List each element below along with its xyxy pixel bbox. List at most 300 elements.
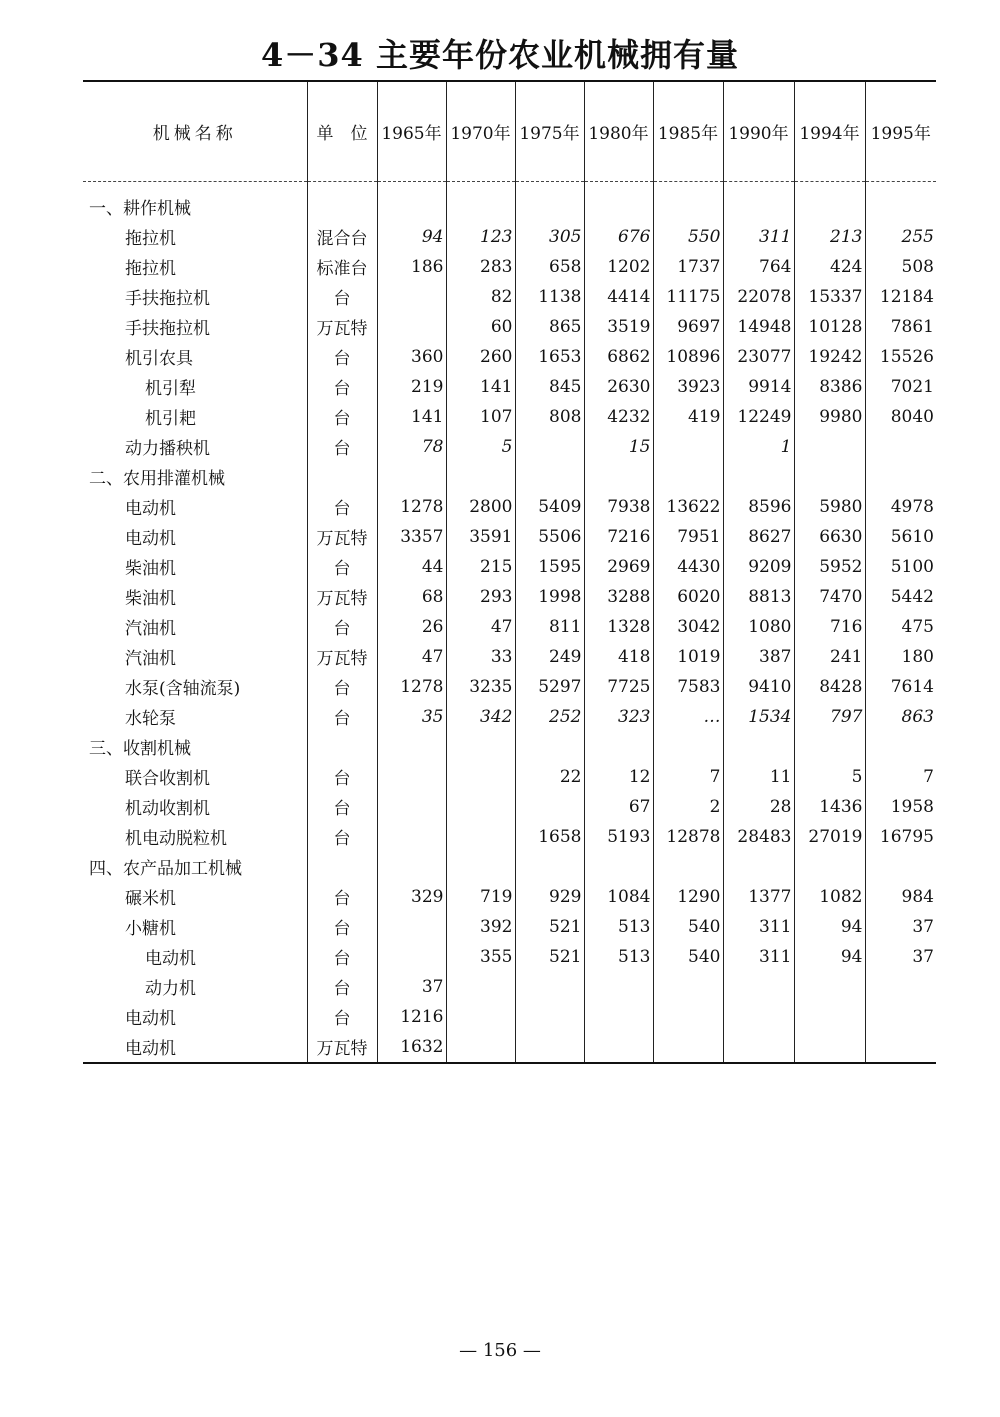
value-cell: 9980 (794, 402, 865, 432)
value-cell: 9697 (653, 312, 723, 342)
table-row (83, 912, 936, 942)
machine-name: 柴油机 (125, 589, 176, 609)
header-year-1994: 1994年 (794, 81, 865, 181)
unit-cell (307, 852, 377, 882)
value-cell: 8627 (723, 522, 794, 552)
value-cell (653, 732, 723, 762)
value-cell (723, 852, 794, 882)
table-row (83, 582, 936, 612)
table-row (83, 252, 936, 282)
table-row (83, 372, 936, 402)
value-cell (584, 181, 653, 222)
value-cell: 4978 (865, 492, 936, 522)
value-cell: 1632 (377, 1032, 446, 1063)
value-cell: 521 (515, 912, 584, 942)
value-cell: 15 (584, 432, 653, 462)
table-row (83, 822, 936, 852)
value-cell: 1019 (653, 642, 723, 672)
value-cell: 82 (446, 282, 515, 312)
value-cell (377, 852, 446, 882)
machine-name: 动力机 (145, 979, 196, 999)
value-cell: 15526 (865, 342, 936, 372)
value-cell: 7021 (865, 372, 936, 402)
value-cell: 3923 (653, 372, 723, 402)
machine-name: 电动机 (125, 529, 176, 549)
value-cell: 7 (865, 762, 936, 792)
value-cell: 7938 (584, 492, 653, 522)
value-cell (723, 1002, 794, 1032)
value-cell: 12184 (865, 282, 936, 312)
value-cell (865, 852, 936, 882)
value-cell: 5980 (794, 492, 865, 522)
value-cell: 1216 (377, 1002, 446, 1032)
value-cell: 1138 (515, 282, 584, 312)
value-cell: 419 (653, 402, 723, 432)
value-cell: 5952 (794, 552, 865, 582)
table-row (83, 942, 936, 972)
header-year-1985: 1985年 (653, 81, 723, 181)
value-cell (865, 1032, 936, 1063)
value-cell: 14948 (723, 312, 794, 342)
header-year-1980: 1980年 (584, 81, 653, 181)
unit-cell: 万瓦特 (307, 1032, 377, 1063)
unit-cell: 台 (307, 612, 377, 642)
value-cell: 252 (515, 702, 584, 732)
value-cell: 865 (515, 312, 584, 342)
value-cell: 16795 (865, 822, 936, 852)
unit-cell: 台 (307, 702, 377, 732)
value-cell (865, 462, 936, 492)
value-cell: 1436 (794, 792, 865, 822)
value-cell (723, 462, 794, 492)
machinery-table (83, 80, 936, 1064)
table-row (83, 642, 936, 672)
table-body (83, 181, 936, 1063)
value-cell (653, 432, 723, 462)
value-cell (446, 822, 515, 852)
value-cell: 550 (653, 222, 723, 252)
section-heading: 三、收割机械 (89, 739, 191, 759)
value-cell: 360 (377, 342, 446, 372)
table-row (83, 282, 936, 312)
value-cell: 6862 (584, 342, 653, 372)
unit-cell: 万瓦特 (307, 522, 377, 552)
value-cell (377, 822, 446, 852)
header-row (83, 81, 936, 181)
value-cell: 984 (865, 882, 936, 912)
value-cell (723, 181, 794, 222)
unit-cell: 万瓦特 (307, 582, 377, 612)
machine-name: 汽油机 (125, 619, 176, 639)
unit-cell: 台 (307, 492, 377, 522)
value-cell: 28483 (723, 822, 794, 852)
machine-name: 机引耙 (145, 409, 196, 429)
value-cell (446, 1002, 515, 1032)
value-cell: 540 (653, 912, 723, 942)
table-row (83, 972, 936, 1002)
value-cell: 37 (377, 972, 446, 1002)
value-cell: 26 (377, 612, 446, 642)
value-cell (377, 792, 446, 822)
table-row (83, 612, 936, 642)
value-cell: 12 (584, 762, 653, 792)
value-cell: 418 (584, 642, 653, 672)
value-cell (515, 972, 584, 1002)
value-cell: 5610 (865, 522, 936, 552)
unit-cell: 台 (307, 912, 377, 942)
value-cell: 27019 (794, 822, 865, 852)
value-cell (653, 1032, 723, 1063)
value-cell: 22078 (723, 282, 794, 312)
value-cell: 1084 (584, 882, 653, 912)
value-cell: 141 (446, 372, 515, 402)
value-cell: 311 (723, 222, 794, 252)
value-cell: 311 (723, 912, 794, 942)
value-cell (584, 1032, 653, 1063)
value-cell: 1958 (865, 792, 936, 822)
value-cell: 3288 (584, 582, 653, 612)
table-row (83, 432, 936, 462)
value-cell: 60 (446, 312, 515, 342)
value-cell: 7470 (794, 582, 865, 612)
value-cell: 94 (794, 912, 865, 942)
value-cell: 1290 (653, 882, 723, 912)
header-machine-name: 机械名称 (152, 123, 237, 144)
value-cell: 19242 (794, 342, 865, 372)
value-cell: 5442 (865, 582, 936, 612)
value-cell: 78 (377, 432, 446, 462)
value-cell (515, 1002, 584, 1032)
value-cell (584, 732, 653, 762)
value-cell (653, 462, 723, 492)
value-cell (653, 181, 723, 222)
machine-name: 机引农具 (125, 349, 193, 369)
unit-cell (307, 462, 377, 492)
value-cell: 47 (446, 612, 515, 642)
value-cell: 47 (377, 642, 446, 672)
value-cell: 2969 (584, 552, 653, 582)
unit-cell: 台 (307, 1002, 377, 1032)
unit-cell: 台 (307, 342, 377, 372)
value-cell: 13622 (653, 492, 723, 522)
value-cell: 23077 (723, 342, 794, 372)
value-cell (377, 912, 446, 942)
value-cell: 219 (377, 372, 446, 402)
value-cell: 1534 (723, 702, 794, 732)
value-cell: 8040 (865, 402, 936, 432)
value-cell: 12878 (653, 822, 723, 852)
value-cell (377, 282, 446, 312)
value-cell: 4232 (584, 402, 653, 432)
value-cell: 811 (515, 612, 584, 642)
section-row (83, 181, 936, 222)
unit-cell: 台 (307, 942, 377, 972)
value-cell: 28 (723, 792, 794, 822)
value-cell: 11175 (653, 282, 723, 312)
value-cell: 521 (515, 942, 584, 972)
value-cell (446, 972, 515, 1002)
value-cell: 6020 (653, 582, 723, 612)
unit-cell: 混合台 (307, 222, 377, 252)
value-cell (865, 181, 936, 222)
header-year-1995: 1995年 (865, 81, 936, 181)
section-heading: 一、耕作机械 (89, 199, 191, 219)
value-cell (794, 1002, 865, 1032)
value-cell: 11 (723, 762, 794, 792)
value-cell: 6630 (794, 522, 865, 552)
value-cell: 8813 (723, 582, 794, 612)
value-cell: 1328 (584, 612, 653, 642)
unit-cell: 台 (307, 402, 377, 432)
table-row (83, 672, 936, 702)
value-cell (584, 462, 653, 492)
value-cell: 513 (584, 942, 653, 972)
value-cell: 5 (794, 762, 865, 792)
value-cell: 5409 (515, 492, 584, 522)
unit-cell: 万瓦特 (307, 642, 377, 672)
page-title: 4－34 主要年份农业机械拥有量 (261, 36, 739, 74)
value-cell (865, 972, 936, 1002)
value-cell: 5 (446, 432, 515, 462)
table-row (83, 402, 936, 432)
value-cell: 1653 (515, 342, 584, 372)
section-heading: 四、农产品加工机械 (89, 859, 242, 879)
value-cell: 255 (865, 222, 936, 252)
value-cell: 68 (377, 582, 446, 612)
value-cell: 5297 (515, 672, 584, 702)
value-cell: 387 (723, 642, 794, 672)
value-cell (377, 462, 446, 492)
table-row (83, 1032, 936, 1063)
machine-name: 联合收割机 (125, 769, 210, 789)
machine-name: 水轮泵 (125, 709, 176, 729)
value-cell: 1595 (515, 552, 584, 582)
value-cell: 283 (446, 252, 515, 282)
value-cell (446, 732, 515, 762)
unit-cell: 台 (307, 552, 377, 582)
value-cell: 342 (446, 702, 515, 732)
unit-cell (307, 181, 377, 222)
machine-name: 手扶拖拉机 (125, 319, 210, 339)
unit-cell: 台 (307, 432, 377, 462)
value-cell: 35 (377, 702, 446, 732)
value-cell (865, 732, 936, 762)
header-year-1990: 1990年 (723, 81, 794, 181)
value-cell (446, 462, 515, 492)
value-cell: 1082 (794, 882, 865, 912)
value-cell: 215 (446, 552, 515, 582)
machine-name: 机电动脱粒机 (125, 829, 227, 849)
value-cell: 2800 (446, 492, 515, 522)
value-cell: 323 (584, 702, 653, 732)
value-cell: 15337 (794, 282, 865, 312)
value-cell: 719 (446, 882, 515, 912)
value-cell (584, 852, 653, 882)
value-cell: 808 (515, 402, 584, 432)
unit-cell: 台 (307, 822, 377, 852)
value-cell (653, 852, 723, 882)
machine-name: 机动收割机 (125, 799, 210, 819)
value-cell: 1278 (377, 672, 446, 702)
unit-cell: 标准台 (307, 252, 377, 282)
unit-cell: 台 (307, 762, 377, 792)
value-cell: 716 (794, 612, 865, 642)
value-cell (723, 732, 794, 762)
value-cell (723, 972, 794, 1002)
value-cell: 2630 (584, 372, 653, 402)
value-cell: 37 (865, 912, 936, 942)
value-cell (865, 432, 936, 462)
value-cell (794, 432, 865, 462)
machine-name: 电动机 (125, 1039, 176, 1059)
value-cell: 260 (446, 342, 515, 372)
value-cell: 9410 (723, 672, 794, 702)
value-cell (515, 1032, 584, 1063)
value-cell (377, 732, 446, 762)
value-cell (446, 181, 515, 222)
value-cell: 5506 (515, 522, 584, 552)
value-cell: 676 (584, 222, 653, 252)
machine-name: 动力播秧机 (125, 439, 210, 459)
value-cell: 1998 (515, 582, 584, 612)
value-cell: 3519 (584, 312, 653, 342)
section-row (83, 732, 936, 762)
value-cell (377, 762, 446, 792)
unit-cell: 台 (307, 972, 377, 1002)
value-cell: 7216 (584, 522, 653, 552)
value-cell (794, 852, 865, 882)
value-cell (515, 181, 584, 222)
value-cell: 7861 (865, 312, 936, 342)
value-cell: 513 (584, 912, 653, 942)
value-cell: 1377 (723, 882, 794, 912)
machine-name: 拖拉机 (125, 229, 176, 249)
value-cell: 37 (865, 942, 936, 972)
value-cell (515, 432, 584, 462)
value-cell (515, 852, 584, 882)
value-cell: 141 (377, 402, 446, 432)
value-cell (584, 972, 653, 1002)
value-cell (794, 1032, 865, 1063)
value-cell: 392 (446, 912, 515, 942)
table-row (83, 552, 936, 582)
value-cell: 241 (794, 642, 865, 672)
header-year-1975: 1975年 (515, 81, 584, 181)
value-cell: 329 (377, 882, 446, 912)
value-cell (515, 732, 584, 762)
value-cell: 2 (653, 792, 723, 822)
value-cell: 845 (515, 372, 584, 402)
value-cell (723, 1032, 794, 1063)
value-cell: 305 (515, 222, 584, 252)
table-row (83, 312, 936, 342)
value-cell (446, 792, 515, 822)
value-cell: 8428 (794, 672, 865, 702)
value-cell: 33 (446, 642, 515, 672)
machine-name: 汽油机 (125, 649, 176, 669)
value-cell (515, 462, 584, 492)
value-cell (446, 1032, 515, 1063)
value-cell (794, 181, 865, 222)
value-cell: 3591 (446, 522, 515, 552)
value-cell: 213 (794, 222, 865, 252)
value-cell: 44 (377, 552, 446, 582)
value-cell (446, 762, 515, 792)
machine-name: 电动机 (125, 1009, 176, 1029)
header-year-1965: 1965年 (377, 81, 446, 181)
value-cell: 9209 (723, 552, 794, 582)
value-cell (515, 792, 584, 822)
value-cell: 424 (794, 252, 865, 282)
value-cell: 107 (446, 402, 515, 432)
value-cell: 1278 (377, 492, 446, 522)
page-number: — 156 — (459, 1340, 541, 1361)
value-cell: 1737 (653, 252, 723, 282)
value-cell: 7951 (653, 522, 723, 552)
value-cell: 929 (515, 882, 584, 912)
machine-name: 机引犁 (145, 379, 196, 399)
value-cell: 12249 (723, 402, 794, 432)
machine-name: 手扶拖拉机 (125, 289, 210, 309)
value-cell (865, 1002, 936, 1032)
machine-name: 碾米机 (125, 889, 176, 909)
value-cell: 10896 (653, 342, 723, 372)
value-cell (794, 972, 865, 1002)
value-cell: 863 (865, 702, 936, 732)
header-year-1970: 1970年 (446, 81, 515, 181)
value-cell (653, 1002, 723, 1032)
unit-cell: 台 (307, 882, 377, 912)
value-cell: 1080 (723, 612, 794, 642)
value-cell: 8596 (723, 492, 794, 522)
value-cell (377, 942, 446, 972)
value-cell: 5100 (865, 552, 936, 582)
table-row (83, 222, 936, 252)
machine-name: 拖拉机 (125, 259, 176, 279)
value-cell: 5193 (584, 822, 653, 852)
value-cell: 355 (446, 942, 515, 972)
section-row (83, 462, 936, 492)
value-cell: 3042 (653, 612, 723, 642)
value-cell: 475 (865, 612, 936, 642)
value-cell (377, 312, 446, 342)
value-cell: 540 (653, 942, 723, 972)
value-cell: 67 (584, 792, 653, 822)
table-row (83, 882, 936, 912)
unit-cell (307, 732, 377, 762)
header-unit: 单 位 (307, 81, 377, 181)
section-row (83, 852, 936, 882)
value-cell (653, 972, 723, 1002)
value-cell: … (653, 702, 723, 732)
machine-name: 电动机 (145, 949, 196, 969)
value-cell: 4414 (584, 282, 653, 312)
section-heading: 二、农用排灌机械 (89, 469, 225, 489)
value-cell (794, 732, 865, 762)
table-row (83, 492, 936, 522)
value-cell: 3357 (377, 522, 446, 552)
unit-cell: 台 (307, 792, 377, 822)
value-cell: 22 (515, 762, 584, 792)
unit-cell: 台 (307, 672, 377, 702)
unit-cell: 台 (307, 372, 377, 402)
value-cell: 797 (794, 702, 865, 732)
value-cell: 8386 (794, 372, 865, 402)
table-row (83, 342, 936, 372)
machine-name: 小糖机 (125, 919, 176, 939)
unit-cell: 万瓦特 (307, 312, 377, 342)
value-cell: 94 (377, 222, 446, 252)
